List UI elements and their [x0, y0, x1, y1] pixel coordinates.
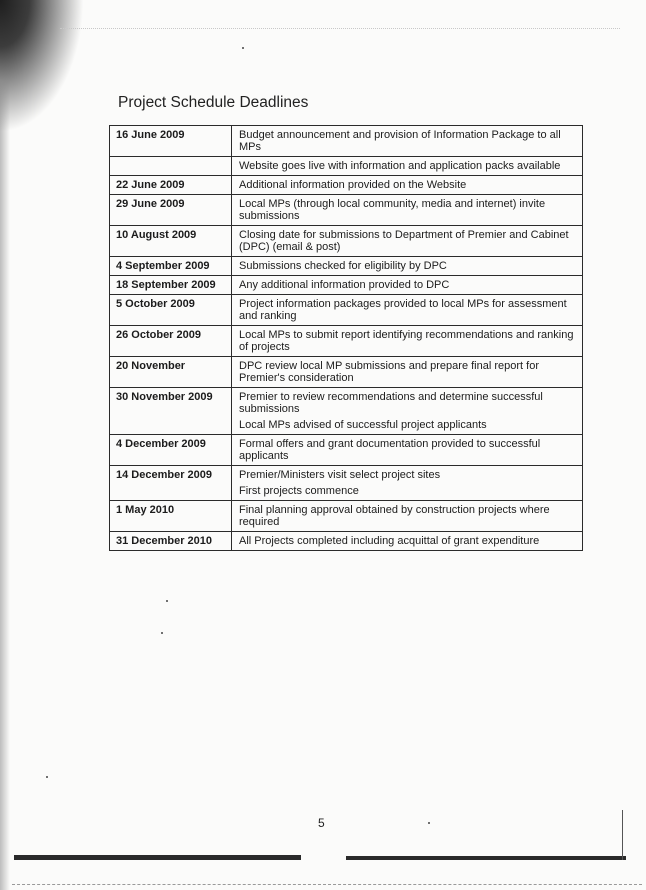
schedule-description-text: Local MPs advised of successful project applicants [239, 419, 487, 431]
schedule-description-cell [232, 388, 583, 435]
schedule-row [110, 466, 583, 501]
schedule-row [110, 357, 583, 388]
schedule-row [110, 126, 583, 157]
schedule-description-text: Formal offers and grant documentation provided to successful applicants [239, 438, 541, 462]
page-number: 5 [318, 816, 325, 830]
schedule-description-text: Premier/Ministers visit select project sites [239, 469, 441, 481]
schedule-date-cell: 30 November 2009 [110, 388, 232, 435]
schedule-date-cell: 29 June 2009 [110, 195, 232, 226]
schedule-description-cell [232, 195, 583, 226]
schedule-date-cell: 31 December 2010 [110, 532, 232, 551]
schedule-date-cell: 16 June 2009 [110, 126, 232, 157]
schedule-row [110, 295, 583, 326]
schedule-description-text: Budget announcement and provision of Information Package to all MPs [239, 129, 561, 153]
schedule-description-text: Project information packages provided to local MPs for assessment and ranking [239, 298, 567, 322]
schedule-description-text: All Projects completed including acquittal of grant expenditure [239, 535, 540, 547]
schedule-date-cell [110, 157, 232, 176]
schedule-description-cell [232, 435, 583, 466]
schedule-date-cell: 18 September 2009 [110, 276, 232, 295]
schedule-description-cell [232, 157, 583, 176]
schedule-description-cell [232, 357, 583, 388]
schedule-row [110, 501, 583, 532]
schedule-description-cell [232, 295, 583, 326]
scan-speck [161, 632, 163, 634]
schedule-description-text: First projects commence [239, 485, 359, 497]
schedule-description-text: Local MPs to submit report identifying recommendations and ranking of projects [239, 329, 574, 353]
schedule-description-cell [232, 257, 583, 276]
schedule-row [110, 226, 583, 257]
schedule-description-cell [232, 126, 583, 157]
schedule-description-text: Closing date for submissions to Department of Premier and Cabinet (DPC) (email & post) [239, 229, 569, 253]
schedule-description-cell [232, 226, 583, 257]
schedule-table-body [110, 126, 583, 551]
scan-speck [166, 600, 168, 602]
scan-speck [46, 776, 48, 778]
schedule-row [110, 435, 583, 466]
schedule-description-text: Submissions checked for eligibility by DPC [239, 260, 447, 272]
scan-corner-shadow [0, 0, 95, 150]
scan-speck [428, 822, 430, 824]
scan-top-dotted-line [60, 28, 620, 29]
schedule-date-cell: 14 December 2009 [110, 466, 232, 501]
schedule-date-cell: 5 October 2009 [110, 295, 232, 326]
schedule-description-text: Final planning approval obtained by construction projects where required [239, 504, 550, 528]
schedule-row [110, 388, 583, 435]
schedule-date-cell: 26 October 2009 [110, 326, 232, 357]
schedule-description-text: Any additional information provided to DPC [239, 279, 450, 291]
schedule-description-cell [232, 326, 583, 357]
schedule-description-cell [232, 532, 583, 551]
scan-speck [242, 47, 244, 49]
scan-bottom-dashed-line [12, 884, 642, 885]
schedule-row [110, 176, 583, 195]
scan-right-edge-mark [622, 810, 623, 860]
schedule-row [110, 532, 583, 551]
schedule-description-cell [232, 466, 583, 501]
schedule-description-cell [232, 501, 583, 532]
schedule-date-cell: 20 November [110, 357, 232, 388]
schedule-row [110, 257, 583, 276]
schedule-description-text: Premier to review recommendations and determine successful submissions [239, 391, 543, 415]
page-title: Project Schedule Deadlines [118, 94, 309, 111]
schedule-date-cell: 4 December 2009 [110, 435, 232, 466]
scan-bottom-bar-left [14, 855, 301, 860]
scan-bottom-bar-right [346, 856, 626, 860]
schedule-description-text: DPC review local MP submissions and prepare final report for Premier's consideration [239, 360, 539, 384]
schedule-description-cell [232, 176, 583, 195]
schedule-date-cell: 1 May 2010 [110, 501, 232, 532]
schedule-description-cell [232, 276, 583, 295]
schedule-description-text: Website goes live with information and application packs available [239, 160, 561, 172]
schedule-row [110, 195, 583, 226]
schedule-row [110, 326, 583, 357]
schedule-description-text: Additional information provided on the Website [239, 179, 467, 191]
schedule-row [110, 276, 583, 295]
schedule-description-text: Local MPs (through local community, media and internet) invite submissions [239, 198, 546, 222]
schedule-table [109, 125, 583, 551]
schedule-date-cell: 22 June 2009 [110, 176, 232, 195]
schedule-date-cell: 10 August 2009 [110, 226, 232, 257]
schedule-row [110, 157, 583, 176]
schedule-date-cell: 4 September 2009 [110, 257, 232, 276]
